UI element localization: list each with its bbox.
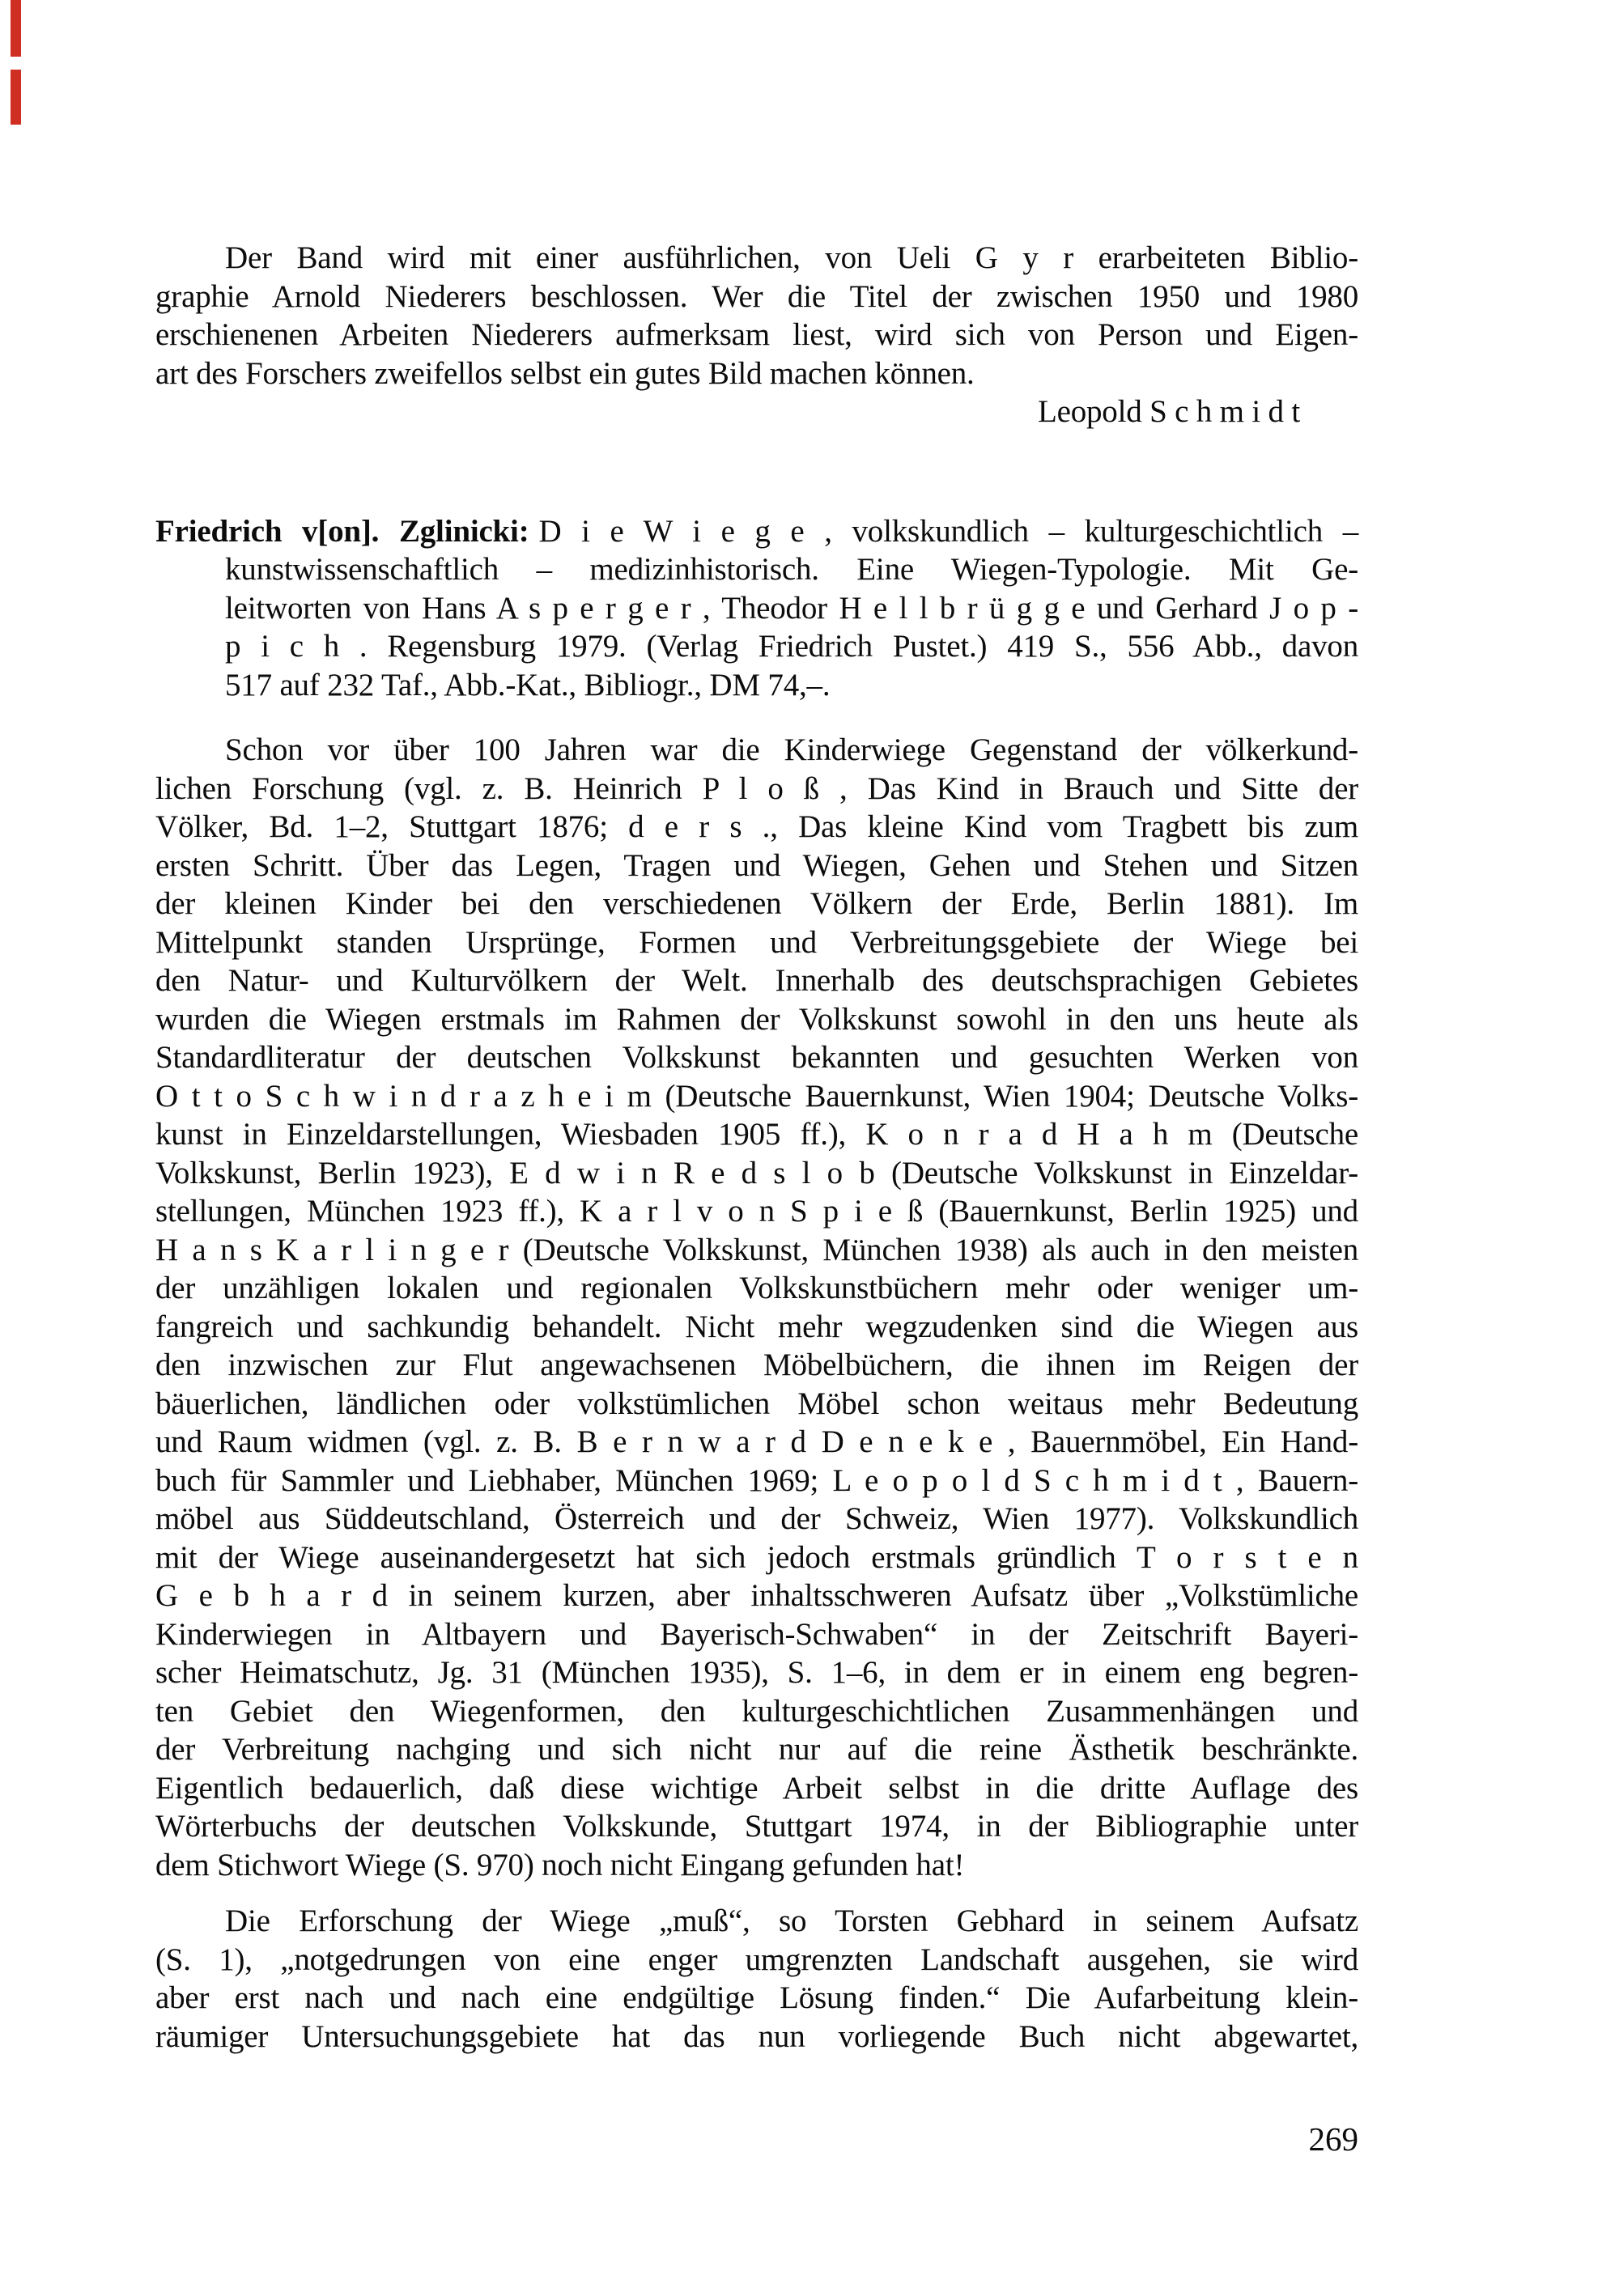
text-line: scher Heimatschutz, Jg. 31 (München 1935), S. 1–6, in dem er in einem eng begren- xyxy=(155,1655,1358,1690)
text-line: buch für Sammler und Liebhaber, München 1969; L e o p o l d S c h m i d t , Bauern- xyxy=(155,1462,1358,1498)
entry-author-bold: Friedrich v[on]. Zglinicki: xyxy=(155,513,529,549)
paragraph-intro xyxy=(155,239,1358,393)
text-line: Eigentlich bedauerlich, daß diese wichtige Arbeit selbst in die dritte Auflage des xyxy=(155,1770,1358,1806)
text-line: dem Stichwort Wiege (S. 970) noch nicht Eingang gefunden hat! xyxy=(155,1847,965,1882)
text-line: den inzwischen zur Flut angewachsenen Möbelbüchern, die ihnen im Reigen der xyxy=(155,1347,1358,1382)
entry-continuation xyxy=(155,550,1358,704)
text-line: Wörterbuchs der deutschen Volkskunde, Stuttgart 1974, in der Bibliographie unter xyxy=(155,1809,1358,1844)
text-line: Der Band wird mit einer ausführlichen, von Ueli G y r erarbeiteten Biblio- xyxy=(225,240,1358,275)
text-line: erschienenen Arbeiten Niederers aufmerksam liest, wird sich von Person und Eigen- xyxy=(155,317,1358,352)
text-line: (S. 1), „notgedrungen von eine enger umgrenzten Landschaft ausgehen, sie wird xyxy=(155,1942,1358,1977)
text-line: Kinderwiegen in Altbayern und Bayerisch-Schwaben“ in der Zeitschrift Bayeri- xyxy=(155,1616,1358,1652)
text-line: Schon vor über 100 Jahren war die Kinderwiege Gegenstand der völkerkund- xyxy=(225,732,1358,767)
text-line: graphie Arnold Niederers beschlossen. Wer die Titel der zwischen 1950 und 1980 xyxy=(155,278,1358,314)
text-line: kunst in Einzeldarstellungen, Wiesbaden 1905 ff.), K o n r a d H a h m (Deutsche xyxy=(155,1117,1358,1152)
text-line: ersten Schritt. Über das Legen, Tragen und Wiegen, Gehen und Stehen und Sitzen xyxy=(155,847,1358,883)
text-line: den Natur- und Kulturvölkern der Welt. Innerhalb des deutschsprachigen Gebietes xyxy=(155,963,1358,998)
text-line: aber erst nach und nach eine endgültige Lösung finden.“ Die Aufarbeitung klein- xyxy=(155,1980,1358,2015)
text-line: O t t o S c h w i n d r a z h e i m (Deutsche Bauernkunst, Wien 1904; Deutsche Volks- xyxy=(155,1078,1358,1114)
page-number: 269 xyxy=(1308,2120,1358,2158)
text-line: der kleinen Kinder bei den verschiedenen Völkern der Erde, Berlin 1881). Im xyxy=(155,886,1358,921)
scan-edge-mark xyxy=(11,0,21,57)
text-line: wurden die Wiegen erstmals im Rahmen der Volkskunst sowohl in den uns heute als xyxy=(155,1001,1358,1037)
text-line: lichen Forschung (vgl. z. B. Heinrich P l o ß , Das Kind in Brauch und Sitte der xyxy=(155,770,1358,806)
text-line: möbel aus Süddeutschland, Österreich und der Schweiz, Wien 1977). Volkskundlich xyxy=(155,1501,1358,1536)
text-line: ten Gebiet den Wiegenformen, den kulturgeschichtlichen Zusammenhängen und xyxy=(155,1693,1358,1729)
text-line: Völker, Bd. 1–2, Stuttgart 1876; d e r s ., Das kleine Kind vom Tragbett bis zum xyxy=(155,809,1358,844)
scan-edge-mark xyxy=(11,70,21,125)
text-line: H a n s K a r l i n g e r (Deutsche Volkskunst, München 1938) als auch in den meisten xyxy=(155,1232,1358,1267)
text-line: Volkskunst, Berlin 1923), E d w i n R e d s l o b (Deutsche Volkskunst in Einzeldar- xyxy=(155,1155,1358,1190)
entry-first-line xyxy=(155,512,1358,551)
text-line: art des Forschers zweifellos selbst ein gutes Bild machen können. xyxy=(155,355,975,391)
text-line: bäuerlichen, ländlichen oder volkstümlichen Möbel schon weitaus mehr Bedeutung xyxy=(155,1386,1358,1421)
text-line: leitworten von Hans A s p e r g e r , Theodor H e l l b r ü g g e und Gerhard J o p - xyxy=(225,590,1358,626)
text-line: und Raum widmen (vgl. z. B. B e r n w a r d D e n e k e , Bauernmöbel, Ein Hand- xyxy=(155,1424,1358,1459)
text-line: der Verbreitung nachging und sich nicht nur auf die reine Ästhetik beschränkte. xyxy=(155,1732,1358,1767)
text-line: mit der Wiege auseinandergesetzt hat sich jedoch erstmals gründlich T o r s t e n xyxy=(155,1539,1358,1575)
text-line: kunstwissenschaftlich – medizinhistorisch. Eine Wiegen-Typologie. Mit Ge- xyxy=(225,552,1358,587)
text-line: räumiger Untersuchungsgebiete hat das nun vorliegende Buch nicht abgewartet, xyxy=(155,2018,1358,2054)
text-line: der unzähligen lokalen und regionalen Volkskunstbüchern mehr oder weniger um- xyxy=(155,1271,1358,1305)
text-line: G e b h a r d in seinem kurzen, aber inhaltsschweren Aufsatz über „Volkstümliche xyxy=(155,1578,1358,1613)
text-line: Standardliteratur der deutschen Volkskunst bekannten und gesuchten Werken von xyxy=(155,1040,1358,1075)
entry-title: D i e W i e g e , volkskundlich – kulturgeschichtlich – xyxy=(538,513,1358,549)
reviewer-signature: Leopold S c h m i d t xyxy=(1037,394,1300,429)
text-line: stellungen, München 1923 ff.), K a r l v o n S p i e ß (Bauernkunst, Berlin 1925) und xyxy=(155,1194,1358,1229)
text-line: Mittelpunkt standen Ursprünge, Formen und Verbreitungsgebiete der Wiege bei xyxy=(155,924,1358,960)
text-line: fangreich und sachkundig behandelt. Nicht mehr wegzudenken sind die Wiegen aus xyxy=(155,1309,1358,1344)
text-line: Die Erforschung der Wiege „muß“, so Torsten Gebhard in seinem Aufsatz xyxy=(225,1903,1358,1938)
paragraph-closing xyxy=(155,1902,1358,2056)
paragraph-review xyxy=(155,731,1358,1884)
text-line: 517 auf 232 Taf., Abb.-Kat., Bibliogr., DM 74,–. xyxy=(225,667,831,702)
bibliographic-entry xyxy=(155,512,1358,705)
text-line: p i c h . Regensburg 1979. (Verlag Friedrich Pustet.) 419 S., 556 Abb., davon xyxy=(225,629,1358,664)
text-block xyxy=(155,239,1358,2056)
